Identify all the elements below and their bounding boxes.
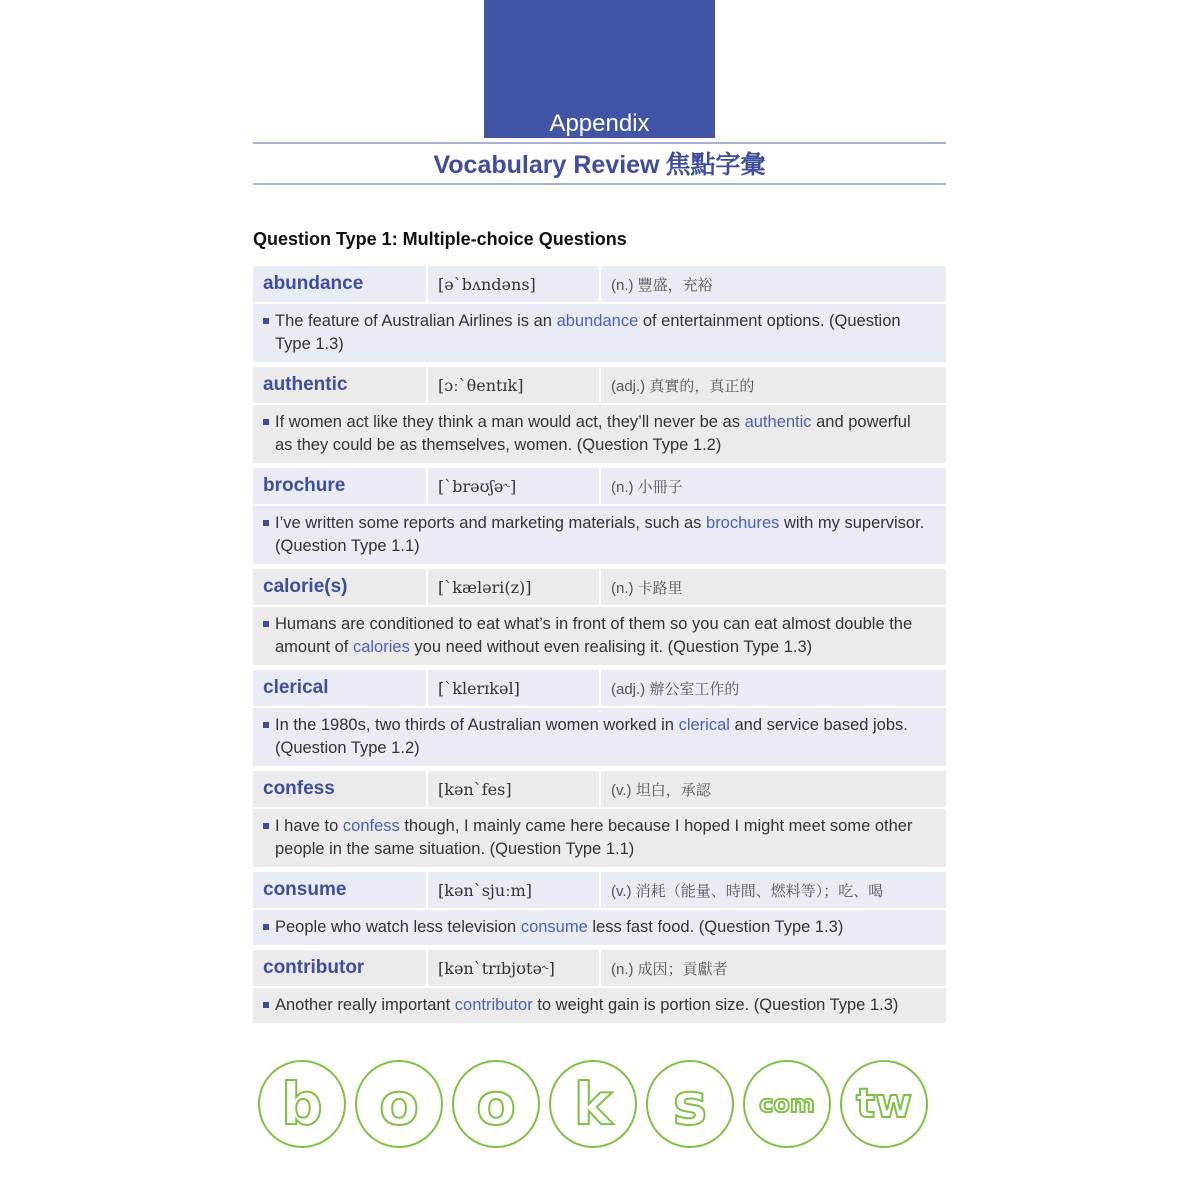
vocab-example: [253, 807, 946, 867]
example-text: If women act like they think a man would act, they’ll never be as: [275, 413, 745, 431]
vocab-example: [253, 706, 946, 766]
vocab-pronunciation: [kənˋsjuːm]: [426, 872, 599, 908]
vocab-entry-header: [253, 367, 946, 403]
vocab-word: brochure: [263, 475, 346, 496]
example-text: of entertainment options. (Question Type 1.3): [275, 312, 901, 353]
title-rule-top: [253, 142, 946, 144]
logo-letter: b: [281, 1070, 323, 1138]
vocabulary-list: [253, 266, 946, 1028]
vocab-pronunciation: [ˋbrəʊʃə˞]: [426, 468, 599, 504]
example-highlight: consume: [520, 918, 588, 936]
example-highlight: abundance: [556, 312, 639, 330]
bullet-icon: [263, 722, 269, 728]
appendix-tab: [484, 0, 715, 138]
example-text: you need without even realising it. (Question Type 1.3): [409, 638, 813, 656]
example-highlight: clerical: [678, 716, 730, 734]
vocab-example: [253, 504, 946, 564]
vocab-definition: (adj.) 辦公室工作的: [599, 670, 946, 706]
vocab-word: consume: [263, 879, 347, 900]
example-highlight: brochures: [706, 514, 780, 532]
example-highlight: confess: [342, 817, 400, 835]
bullet-icon: [263, 318, 269, 324]
logo-letter: com: [759, 1090, 815, 1118]
vocab-entry-header: [253, 771, 946, 807]
vocab-example: [253, 605, 946, 665]
vocab-entry-header: [253, 468, 946, 504]
vocab-word: contributor: [263, 957, 365, 978]
example-text: to weight gain is portion size. (Question Type 1.3): [532, 996, 899, 1014]
vocab-example: [253, 908, 946, 945]
example-highlight: authentic: [744, 413, 812, 431]
title-english: Vocabulary Review: [433, 151, 660, 179]
vocab-entry: [253, 266, 946, 362]
vocab-entry: [253, 670, 946, 766]
page-title: [253, 148, 946, 182]
vocab-entry: [253, 872, 946, 945]
vocab-entry: [253, 569, 946, 665]
bullet-icon: [263, 924, 269, 930]
example-text: The feature of Australian Airlines is an: [275, 312, 557, 330]
logo-letter: k: [573, 1070, 613, 1138]
bullet-icon: [263, 823, 269, 829]
vocab-definition: (adj.) 真實的，真正的: [599, 367, 946, 403]
vocab-definition: (n.) 小冊子: [599, 468, 946, 504]
example-highlight: contributor: [454, 996, 533, 1014]
vocab-entry-header: [253, 872, 946, 908]
vocab-word: abundance: [263, 273, 364, 294]
logo-letter: tw: [855, 1081, 913, 1127]
appendix-label: Appendix: [549, 110, 650, 137]
vocab-definition: (v.) 坦白，承認: [599, 771, 946, 807]
example-text: In the 1980s, two thirds of Australian women worked in: [275, 716, 679, 734]
logo-letter: s: [672, 1070, 708, 1138]
vocab-entry: [253, 771, 946, 867]
vocab-entry: [253, 468, 946, 564]
vocab-definition: (v.) 消耗（能量、時間、燃料等）；吃、喝: [599, 872, 946, 908]
vocab-word: confess: [263, 778, 335, 799]
vocab-entry: [253, 367, 946, 463]
example-text: Humans are conditioned to eat what’s in front of them so you can eat almost double the amount of: [275, 615, 913, 656]
bullet-icon: [263, 419, 269, 425]
title-rule-bottom: [253, 183, 946, 185]
vocab-entry-header: [253, 569, 946, 605]
example-text: I’ve written some reports and marketing materials, such as: [275, 514, 707, 532]
example-text: with my supervisor. (Question Type 1.1): [275, 514, 925, 555]
vocab-entry-header: [253, 950, 946, 986]
logo-letter: o: [379, 1070, 419, 1138]
bullet-icon: [263, 1002, 269, 1008]
vocab-word: clerical: [263, 677, 329, 698]
vocab-definition: (n.) 成因；貢獻者: [599, 950, 946, 986]
vocab-pronunciation: [ˋkæləri(z)]: [426, 569, 599, 605]
vocab-pronunciation: [kənˋtrɪbjʊtə˞]: [426, 950, 599, 986]
vocab-definition: (n.) 卡路里: [599, 569, 946, 605]
example-text: and service based jobs. (Question Type 1.2): [275, 716, 908, 757]
bullet-icon: [263, 520, 269, 526]
example-highlight: calories: [352, 638, 410, 656]
vocab-example: [253, 986, 946, 1023]
vocab-word: authentic: [263, 374, 348, 395]
bullet-icon: [263, 621, 269, 627]
vocab-pronunciation: [ɔːˋθentɪk]: [426, 367, 599, 403]
vocab-entry-header: [253, 266, 946, 302]
vocab-example: [253, 403, 946, 463]
vocab-word: calorie(s): [263, 576, 348, 597]
vocab-example: [253, 302, 946, 362]
vocab-pronunciation: [əˋbʌndəns]: [426, 266, 599, 302]
example-text: I have to: [275, 817, 343, 835]
example-text: and powerful as they could be as themselves, women. (Question Type 1.2): [275, 413, 911, 454]
example-text: less fast food. (Question Type 1.3): [587, 918, 844, 936]
vocab-entry: [253, 950, 946, 1023]
vocab-definition: (n.) 豐盛，充裕: [599, 266, 946, 302]
example-text: People who watch less television: [275, 918, 521, 936]
books-watermark-logo: [258, 1058, 948, 1168]
title-chinese: 焦點字彙: [665, 151, 766, 179]
vocab-entry-header: [253, 670, 946, 706]
example-text: though, I mainly came here because I hoped I might meet some other people in the same situation. (Question Type 1.1): [275, 817, 913, 858]
vocab-pronunciation: [ˋklerɪkəl]: [426, 670, 599, 706]
logo-letter: o: [476, 1070, 516, 1138]
section-heading: Question Type 1: Multiple-choice Questions: [253, 229, 627, 249]
example-text: Another really important: [275, 996, 455, 1014]
vocab-pronunciation: [kənˋfes]: [426, 771, 599, 807]
